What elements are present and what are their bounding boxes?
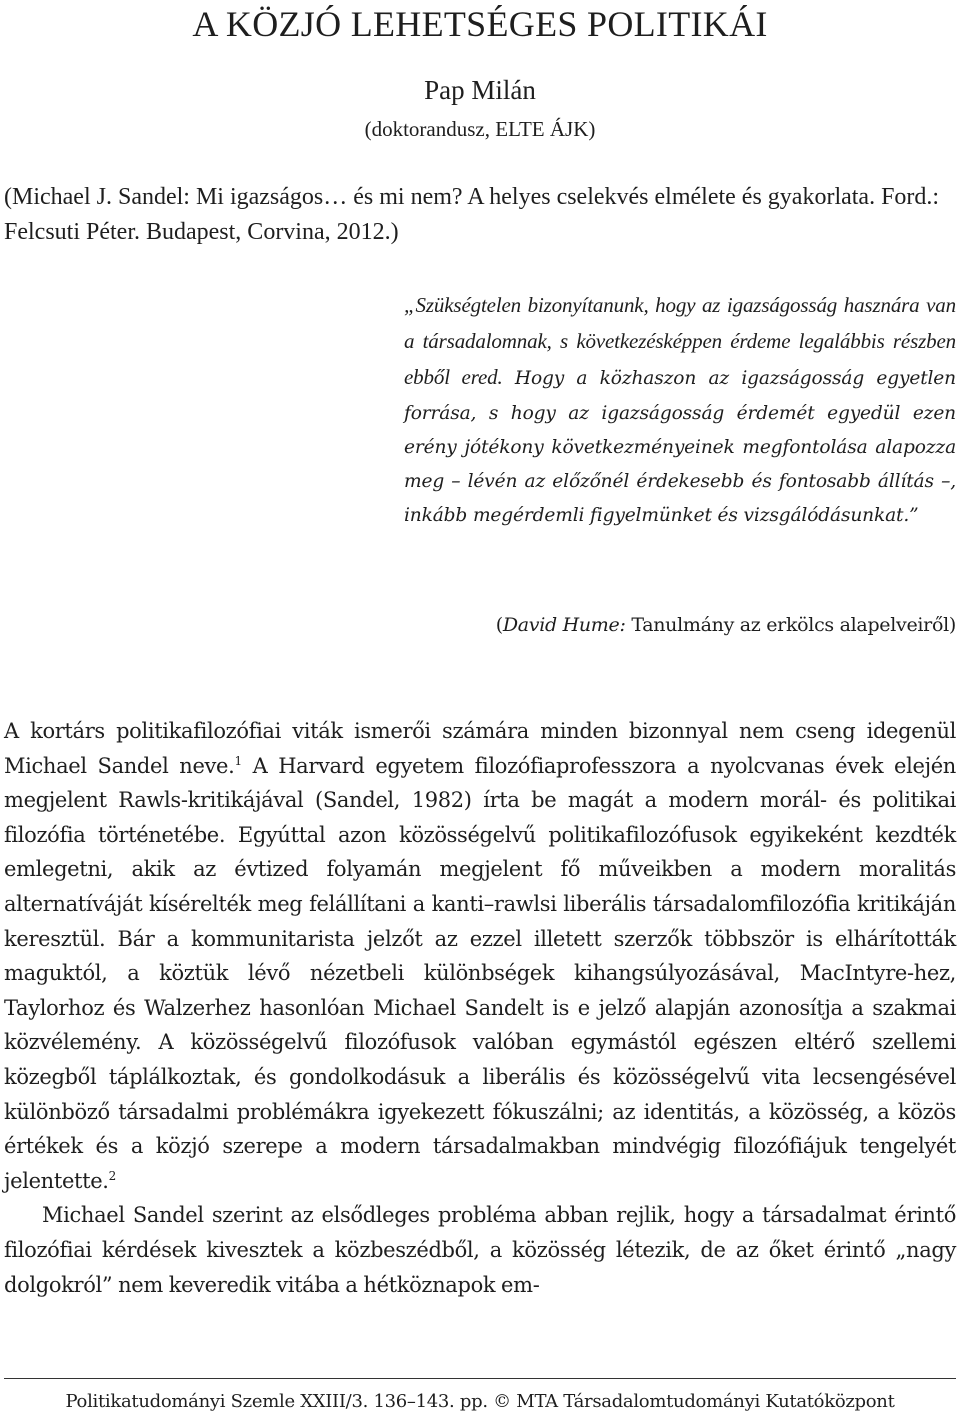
reviewed-work-citation: (Michael J. Sandel: Mi igazságos… és mi nem? A helyes cselekvés elmélete és gyakorlata. Ford.: Felcsuti Péter. Budapest, Corvina, 2012.) xyxy=(4,184,940,245)
epigraph-source-author: David Hume: xyxy=(502,614,626,636)
footnote-ref-2[interactable]: 2 xyxy=(108,1168,116,1183)
footnote-ref-1[interactable]: 1 xyxy=(234,753,242,768)
epigraph-part-1: „Szükségtelen bizonyítanunk, hogy az igazságosság hasznára van a társadalomnak, s következésképpen érdeme legalábbis részben ebből ered. xyxy=(404,293,956,390)
body-text: A kortárs politikafilozófiai viták ismerői számára minden bizonnyal nem cseng idegenül Michael Sandel neve. xyxy=(4,719,956,778)
body-text: A Harvard egyetem filozófiaprofesszora a nyolcvanas évek elején megjelent Rawls-kritikájával (Sandel, 1982) írta be magát a modern morál- és politikai filozófia történetébe. Egyúttal azon közösségelvű politikafilozófusok egyikeként kezdték emlegetni, akik az évtized folyamán megjelent fő műveikben a modern moralitás alternatíváját kísérelték meg felállítani a kanti–rawlsi liberális társadalomfilozófia kritikáján keresztül. Bár a kommunitarista jelzőt az ezzel illetett szerzők többször is elhárították maguktól, a köztük lévő nézetbeli különbségek kihangsúlyozásával, MacIntyre-hez, Taylorhoz és Walzerhez hasonlóan Michael Sandelt is e jelző alapján azonosítja a szakmai közvélemény. A közösségelvű filozófusok valóban egymástól egészen eltérő szellemi közegből táplálkoztak, és gondolkodásuk a liberális és közösségelvű vita lecsengésével különböző társadalmi problémákra igyekezett fókuszálni; az identitás, a közösség, a közös értékek és a közjó szerepe a modern társadalmakban mindvégig filozófiájuk tengelyét jelentette. xyxy=(4,753,956,1193)
body-paragraph xyxy=(4,714,956,1198)
epigraph-quote xyxy=(404,288,956,533)
article-body xyxy=(4,714,956,1302)
epigraph-part-2: Hogy a közhaszon az igazságosság egyetlen forrása, s hogy az igazságosság érdemét egyedül ezen erény jótékony következményeinek megfontolása alapozza meg – lévén az előzőnél érdekesebb és fontosabb állítás –, inkább megérdemli figyelmünket és vizsgálódásunkat.” xyxy=(404,368,956,527)
author-name: Pap Milán xyxy=(424,75,536,105)
epigraph-source xyxy=(496,610,956,640)
page-footer: Politikatudományi Szemle XXIII/3. 136–143. pp. © MTA Társadalomtudományi Kutatóközpont xyxy=(65,1391,895,1412)
epigraph-source-work: Tanulmány az erkölcs alapelveiről) xyxy=(625,614,956,636)
article-title: A KÖZJÓ LEHETSÉGES POLITIKÁI xyxy=(192,4,768,44)
body-paragraph: Michael Sandel szerint az elsődleges probléma abban rejlik, hogy a társadalmat érintő filozófiai kérdések kivesztek a közbeszédből, a közösség létezik, de az őket érintő „nagy dolgokról” nem keveredik vitába a hétköznapok em- xyxy=(4,1203,956,1297)
epigraph-source-open: ( xyxy=(495,614,503,636)
footer-divider xyxy=(4,1378,956,1379)
author-affiliation: (doktorandusz, ELTE ÁJK) xyxy=(364,117,596,141)
